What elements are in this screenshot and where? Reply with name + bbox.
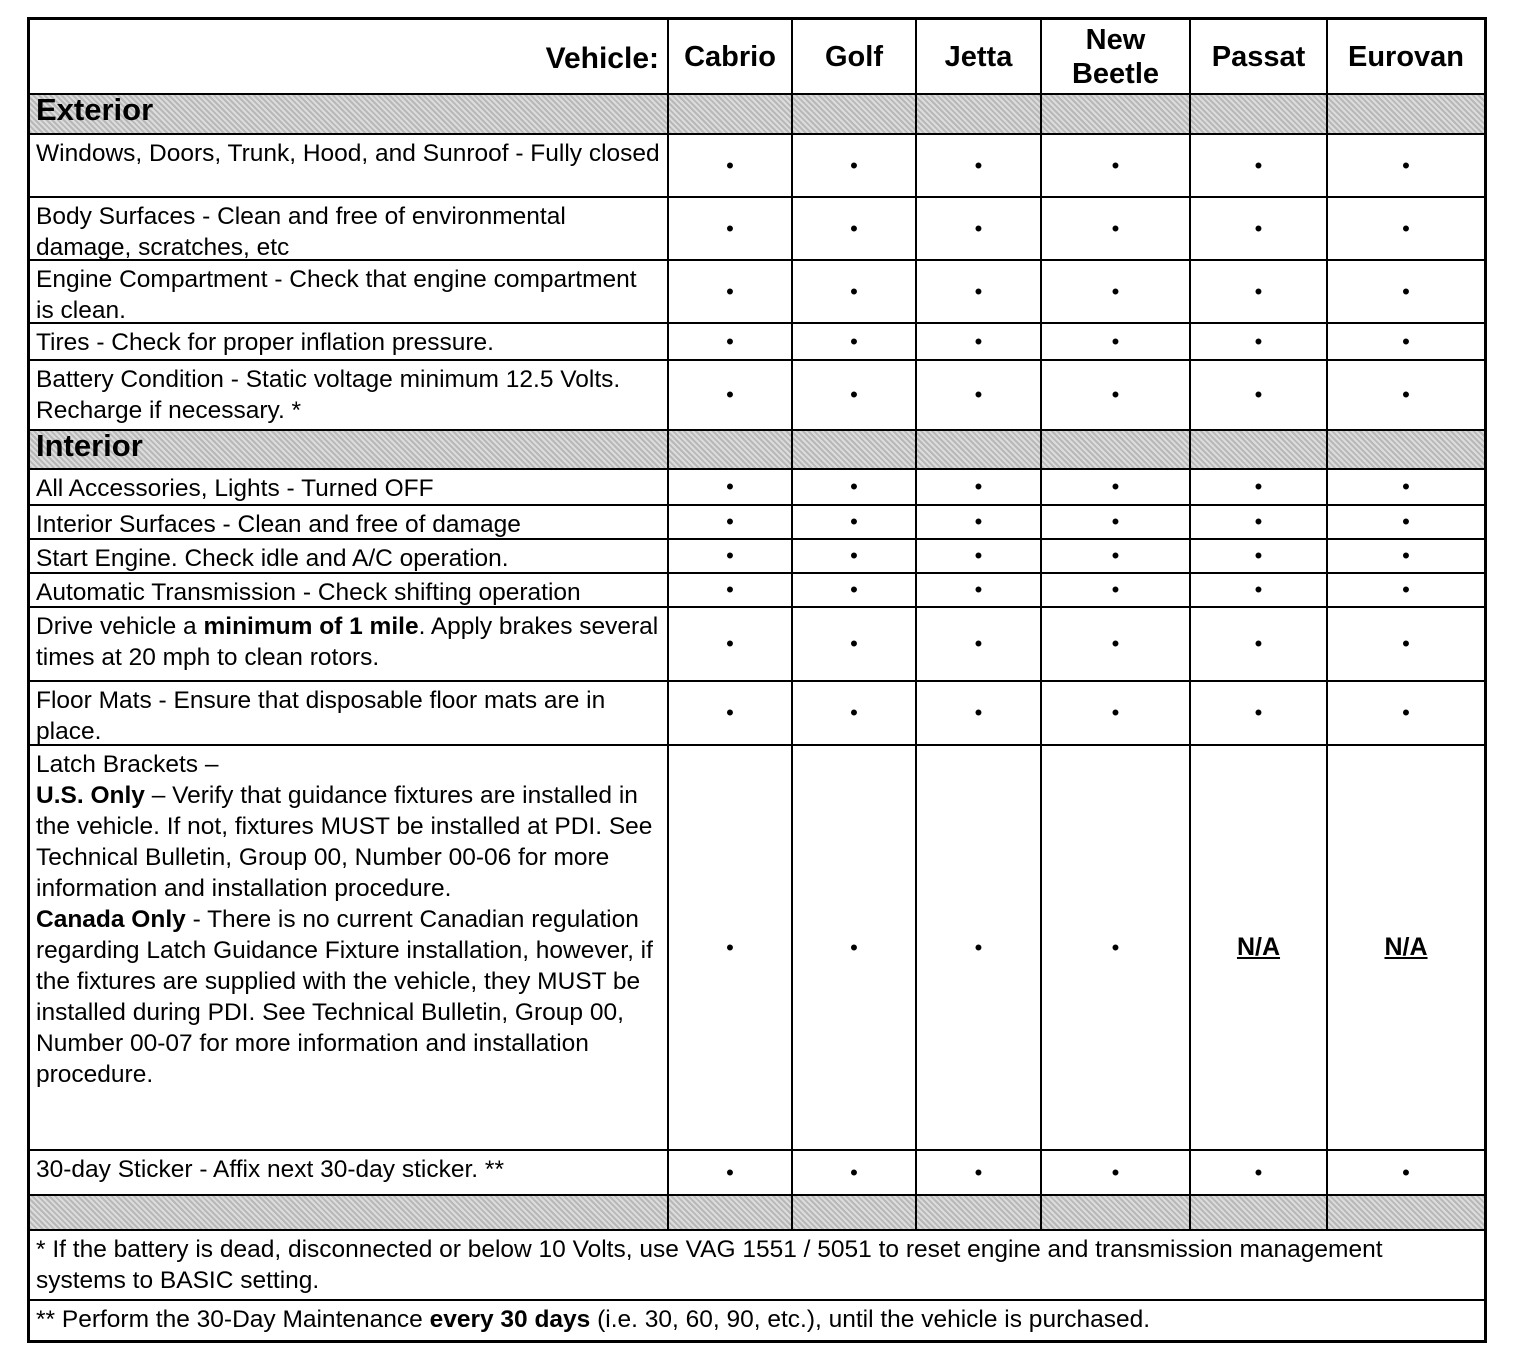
task-description: Engine Compartment - Check that engine compartment is clean. <box>36 266 637 324</box>
task-description: Start Engine. Check idle and A/C operation. <box>36 545 509 572</box>
bullet-mark: • <box>850 278 858 304</box>
task-emphasis: minimum of 1 mile <box>203 613 419 640</box>
footnote-30-day-pre: ** Perform the 30-Day Maintenance <box>36 1306 430 1333</box>
bullet-mark: • <box>974 328 983 354</box>
bullet-mark: • <box>1111 474 1120 499</box>
section-fill <box>791 95 915 133</box>
bullet-mark: • <box>1402 543 1410 568</box>
bullet-mark: • <box>974 278 983 304</box>
check-cell <box>791 261 915 322</box>
bullet-mark: • <box>974 934 983 960</box>
bullet-mark: • <box>850 577 858 602</box>
check-cell <box>1189 324 1326 359</box>
bullet-mark: • <box>850 509 858 534</box>
section-fill <box>30 1196 667 1229</box>
check-cell <box>915 682 1040 744</box>
bullet-mark: • <box>1111 328 1120 354</box>
check-cell <box>1040 470 1189 504</box>
bullet-mark: • <box>1402 328 1410 354</box>
check-cell <box>1326 574 1484 606</box>
check-cell <box>667 324 791 359</box>
check-cell <box>1326 746 1484 1149</box>
vehicle-header-cabrio: Cabrio <box>667 20 791 93</box>
task-cell <box>30 324 667 359</box>
task-description <box>36 611 661 673</box>
bullet-mark: • <box>1402 1159 1410 1185</box>
check-cell <box>1326 470 1484 504</box>
task-description: Floor Mats - Ensure that disposable floor mats are in place. <box>36 687 606 745</box>
check-cell <box>1040 540 1189 572</box>
check-cell <box>1326 1151 1484 1194</box>
check-cell <box>915 324 1040 359</box>
check-cell <box>1189 574 1326 606</box>
vehicle-header-passat: Passat <box>1189 20 1326 93</box>
bullet-mark: • <box>726 934 734 960</box>
bullet-mark: • <box>726 152 734 178</box>
footnote-30-day <box>36 1304 1476 1335</box>
check-cell <box>1040 608 1189 680</box>
check-cell <box>1326 324 1484 359</box>
task-description: Windows, Doors, Trunk, Hood, and Sunroof - Fully closed <box>36 140 660 167</box>
check-cell <box>1189 540 1326 572</box>
bullet-mark: • <box>1402 631 1410 656</box>
bullet-mark: • <box>1402 577 1410 602</box>
section-fill <box>667 431 791 468</box>
check-cell <box>791 682 915 744</box>
check-cell <box>791 608 915 680</box>
bullet-mark: • <box>726 1159 734 1185</box>
section-fill <box>791 1196 915 1229</box>
section-interior-label: Interior <box>36 428 143 463</box>
check-cell <box>791 746 915 1149</box>
check-cell <box>1326 608 1484 680</box>
bullet-mark: • <box>1111 1159 1120 1185</box>
check-cell <box>1189 682 1326 744</box>
task-description: Body Surfaces - Clean and free of environmental damage, scratches, etc <box>36 203 566 261</box>
check-cell <box>915 135 1040 196</box>
check-cell <box>667 261 791 322</box>
check-cell <box>1189 608 1326 680</box>
check-cell <box>791 540 915 572</box>
bullet-mark: • <box>1111 934 1120 960</box>
task-description: Battery Condition - Static voltage minimum 12.5 Volts. Recharge if necessary. * <box>36 366 621 424</box>
bullet-mark: • <box>1111 152 1120 178</box>
check-cell <box>915 746 1040 1149</box>
bullet-mark: • <box>1111 631 1120 656</box>
check-cell <box>667 506 791 538</box>
check-cell <box>915 361 1040 429</box>
bullet-mark: • <box>1111 509 1120 534</box>
not-applicable-mark: N/A <box>1236 933 1281 961</box>
bullet-mark: • <box>850 631 858 656</box>
section-fill <box>1040 431 1189 468</box>
check-cell <box>1040 682 1189 744</box>
check-cell <box>1040 574 1189 606</box>
check-cell <box>791 506 915 538</box>
bullet-mark: • <box>974 215 983 241</box>
table-row <box>30 746 1484 1151</box>
bullet-mark: • <box>726 700 734 725</box>
bullet-mark: • <box>726 278 734 304</box>
bullet-mark: • <box>1254 328 1263 354</box>
task-cell <box>30 261 667 322</box>
check-cell <box>915 261 1040 322</box>
bullet-mark: • <box>1402 509 1410 534</box>
vehicle-label: Vehicle: <box>545 42 659 75</box>
task-description: All Accessories, Lights - Turned OFF <box>36 475 434 502</box>
vehicle-header-new-beetle-label: New Beetle <box>1071 23 1160 90</box>
table-row <box>30 608 1484 682</box>
check-cell <box>915 608 1040 680</box>
section-exterior-label: Exterior <box>36 92 154 127</box>
bullet-mark: • <box>1402 474 1410 499</box>
check-cell <box>667 608 791 680</box>
bullet-mark: • <box>850 328 858 354</box>
bullet-mark: • <box>1402 700 1410 725</box>
section-fill <box>1189 431 1326 468</box>
task-description: Automatic Transmission - Check shifting operation <box>36 579 581 606</box>
table-row <box>30 506 1484 540</box>
bullet-mark: • <box>726 215 734 241</box>
bullet-mark: • <box>1254 543 1263 568</box>
check-cell <box>1040 135 1189 196</box>
check-cell <box>791 198 915 259</box>
bullet-mark: • <box>1111 700 1120 725</box>
check-cell <box>915 574 1040 606</box>
bullet-mark: • <box>1402 215 1410 241</box>
bullet-mark: • <box>1111 278 1120 304</box>
bullet-mark: • <box>1111 382 1120 407</box>
bullet-mark: • <box>1254 509 1263 534</box>
task-cell <box>30 361 667 429</box>
section-footer-bar <box>30 1196 1484 1231</box>
check-cell <box>667 470 791 504</box>
check-cell <box>1040 261 1189 322</box>
section-fill <box>1326 1196 1484 1229</box>
section-fill <box>915 1196 1040 1229</box>
bullet-mark: • <box>850 700 858 725</box>
header-row <box>30 20 1484 95</box>
vehicle-label-cell <box>30 20 667 93</box>
bullet-mark: • <box>974 474 983 499</box>
check-cell <box>1189 135 1326 196</box>
bullet-mark: • <box>974 1159 983 1185</box>
check-cell <box>915 198 1040 259</box>
bullet-mark: • <box>1254 278 1263 304</box>
section-fill <box>791 431 915 468</box>
footnote-30-day-post: (i.e. 30, 60, 90, etc.), until the vehicle is purchased. <box>590 1306 1151 1333</box>
bullet-mark: • <box>726 577 734 602</box>
bullet-mark: • <box>850 474 858 499</box>
check-cell <box>1040 1151 1189 1194</box>
task-cell <box>30 135 667 196</box>
check-cell <box>791 470 915 504</box>
bullet-mark: • <box>1111 215 1120 241</box>
bullet-mark: • <box>1402 382 1410 407</box>
task-text: Drive vehicle a <box>36 613 204 640</box>
check-cell <box>915 1151 1040 1194</box>
bullet-mark: • <box>1254 577 1263 602</box>
footnote-battery: * If the battery is dead, disconnected or below 10 Volts, use VAG 1551 / 5051 to reset engine and transmission management systems to BASIC setting. <box>36 1236 1383 1294</box>
bullet-mark: • <box>974 543 983 568</box>
task-cell <box>30 1151 667 1194</box>
bullet-mark: • <box>850 152 858 178</box>
bullet-mark: • <box>1111 543 1120 568</box>
section-fill <box>1326 431 1484 468</box>
table-row <box>30 135 1484 198</box>
check-cell <box>1189 198 1326 259</box>
check-cell <box>1326 506 1484 538</box>
section-fill <box>915 95 1040 133</box>
table-row <box>30 470 1484 506</box>
check-cell <box>667 682 791 744</box>
bullet-mark: • <box>1254 215 1263 241</box>
check-cell <box>1189 506 1326 538</box>
check-cell <box>667 361 791 429</box>
check-cell <box>791 1151 915 1194</box>
bullet-mark: • <box>726 509 734 534</box>
bullet-mark: • <box>974 577 983 602</box>
table-row <box>30 324 1484 361</box>
region-text-us: – Verify that guidance fixtures are installed in the vehicle. If not, fixtures MUST be installed at PDI. See Technical Bulletin, Group 00, Number 00-06 for more information and installation procedure. <box>36 782 653 902</box>
check-cell <box>1040 198 1189 259</box>
check-cell <box>915 540 1040 572</box>
bullet-mark: • <box>1402 278 1410 304</box>
bullet-mark: • <box>726 382 734 407</box>
bullet-mark: • <box>974 631 983 656</box>
task-description: Tires - Check for proper inflation pressure. <box>36 329 494 356</box>
check-cell <box>667 746 791 1149</box>
vehicle-header-golf: Golf <box>791 20 915 93</box>
check-cell <box>791 135 915 196</box>
bullet-mark: • <box>1402 152 1410 178</box>
check-cell <box>1040 324 1189 359</box>
pdi-checklist-table <box>27 17 1487 1343</box>
task-cell <box>30 198 667 259</box>
bullet-mark: • <box>1254 1159 1263 1185</box>
bullet-mark: • <box>1254 474 1263 499</box>
check-cell <box>915 470 1040 504</box>
task-cell <box>30 682 667 744</box>
bullet-mark: • <box>850 1159 858 1185</box>
footnote-row-1 <box>30 1231 1484 1301</box>
check-cell <box>667 540 791 572</box>
check-cell <box>1326 135 1484 196</box>
vehicle-header-new-beetle <box>1040 20 1189 93</box>
check-cell <box>667 198 791 259</box>
bullet-mark: • <box>850 543 858 568</box>
task-description: Interior Surfaces - Clean and free of damage <box>36 511 521 538</box>
table-row <box>30 198 1484 261</box>
check-cell <box>791 324 915 359</box>
bullet-mark: • <box>726 474 734 499</box>
check-cell <box>1326 361 1484 429</box>
section-fill <box>667 95 791 133</box>
table-row <box>30 261 1484 324</box>
check-cell <box>1326 540 1484 572</box>
bullet-mark: • <box>726 631 734 656</box>
task-cell <box>30 470 667 504</box>
bullet-mark: • <box>726 328 734 354</box>
check-cell <box>667 1151 791 1194</box>
bullet-mark: • <box>1254 152 1263 178</box>
section-interior-label-cell <box>30 428 667 468</box>
vehicle-header-eurovan: Eurovan <box>1326 20 1484 93</box>
section-fill <box>667 1196 791 1229</box>
bullet-mark: • <box>1254 382 1263 407</box>
section-exterior-label-cell <box>30 92 667 133</box>
check-cell <box>1326 198 1484 259</box>
bullet-mark: • <box>850 215 858 241</box>
section-fill <box>915 431 1040 468</box>
table-row <box>30 574 1484 608</box>
check-cell <box>791 574 915 606</box>
bullet-mark: • <box>974 700 983 725</box>
region-label-us: U.S. Only <box>36 782 145 809</box>
table-row <box>30 361 1484 431</box>
task-cell <box>30 746 667 1149</box>
check-cell <box>1040 746 1189 1149</box>
check-cell <box>1189 746 1326 1149</box>
check-cell <box>1326 682 1484 744</box>
region-label-canada: Canada Only <box>36 906 186 933</box>
bullet-mark: • <box>1254 631 1263 656</box>
bullet-mark: • <box>1111 577 1120 602</box>
section-fill <box>1189 95 1326 133</box>
check-cell <box>1189 1151 1326 1194</box>
check-cell <box>1189 470 1326 504</box>
task-cell <box>30 574 667 606</box>
bullet-mark: • <box>974 152 983 178</box>
section-interior <box>30 428 1484 470</box>
bullet-mark: • <box>850 382 858 407</box>
bullet-mark: • <box>850 934 858 960</box>
bullet-mark: • <box>974 382 983 407</box>
check-cell <box>1189 261 1326 322</box>
table-row <box>30 1151 1484 1196</box>
bullet-mark: • <box>726 543 734 568</box>
bullet-mark: • <box>1254 700 1263 725</box>
check-cell <box>791 361 915 429</box>
check-cell <box>667 574 791 606</box>
task-cell <box>30 608 667 680</box>
check-cell <box>667 135 791 196</box>
task-cell <box>30 506 667 538</box>
task-description <box>36 749 661 1090</box>
table-row <box>30 540 1484 574</box>
check-cell <box>1189 361 1326 429</box>
footnote-30-day-bold: every 30 days <box>429 1306 591 1333</box>
task-description: 30-day Sticker - Affix next 30-day sticker. ** <box>36 1156 504 1183</box>
table-row <box>30 682 1484 746</box>
not-applicable-mark: N/A <box>1384 933 1428 961</box>
check-cell <box>1040 506 1189 538</box>
footnote-row-2 <box>30 1301 1484 1343</box>
vehicle-header-jetta: Jetta <box>915 20 1040 93</box>
check-cell <box>1040 361 1189 429</box>
section-fill <box>1040 95 1189 133</box>
task-cell <box>30 540 667 572</box>
section-fill <box>1189 1196 1326 1229</box>
check-cell <box>915 506 1040 538</box>
region-text-canada: - There is no current Canadian regulation regarding Latch Guidance Fixture installation, however, if the fixtures are supplied with the vehicle, they MUST be installed during PDI. See Technical Bulletin, Group 00, Number 00-07 for more information and installation procedure. <box>36 906 653 1088</box>
task-text: . Apply brakes several times at 20 mph to clean rotors. <box>36 613 659 671</box>
section-exterior <box>30 92 1484 135</box>
check-cell <box>1326 261 1484 322</box>
task-title: Latch Brackets – <box>36 751 219 778</box>
bullet-mark: • <box>974 509 983 534</box>
section-fill <box>1040 1196 1189 1229</box>
section-fill <box>1326 95 1484 133</box>
